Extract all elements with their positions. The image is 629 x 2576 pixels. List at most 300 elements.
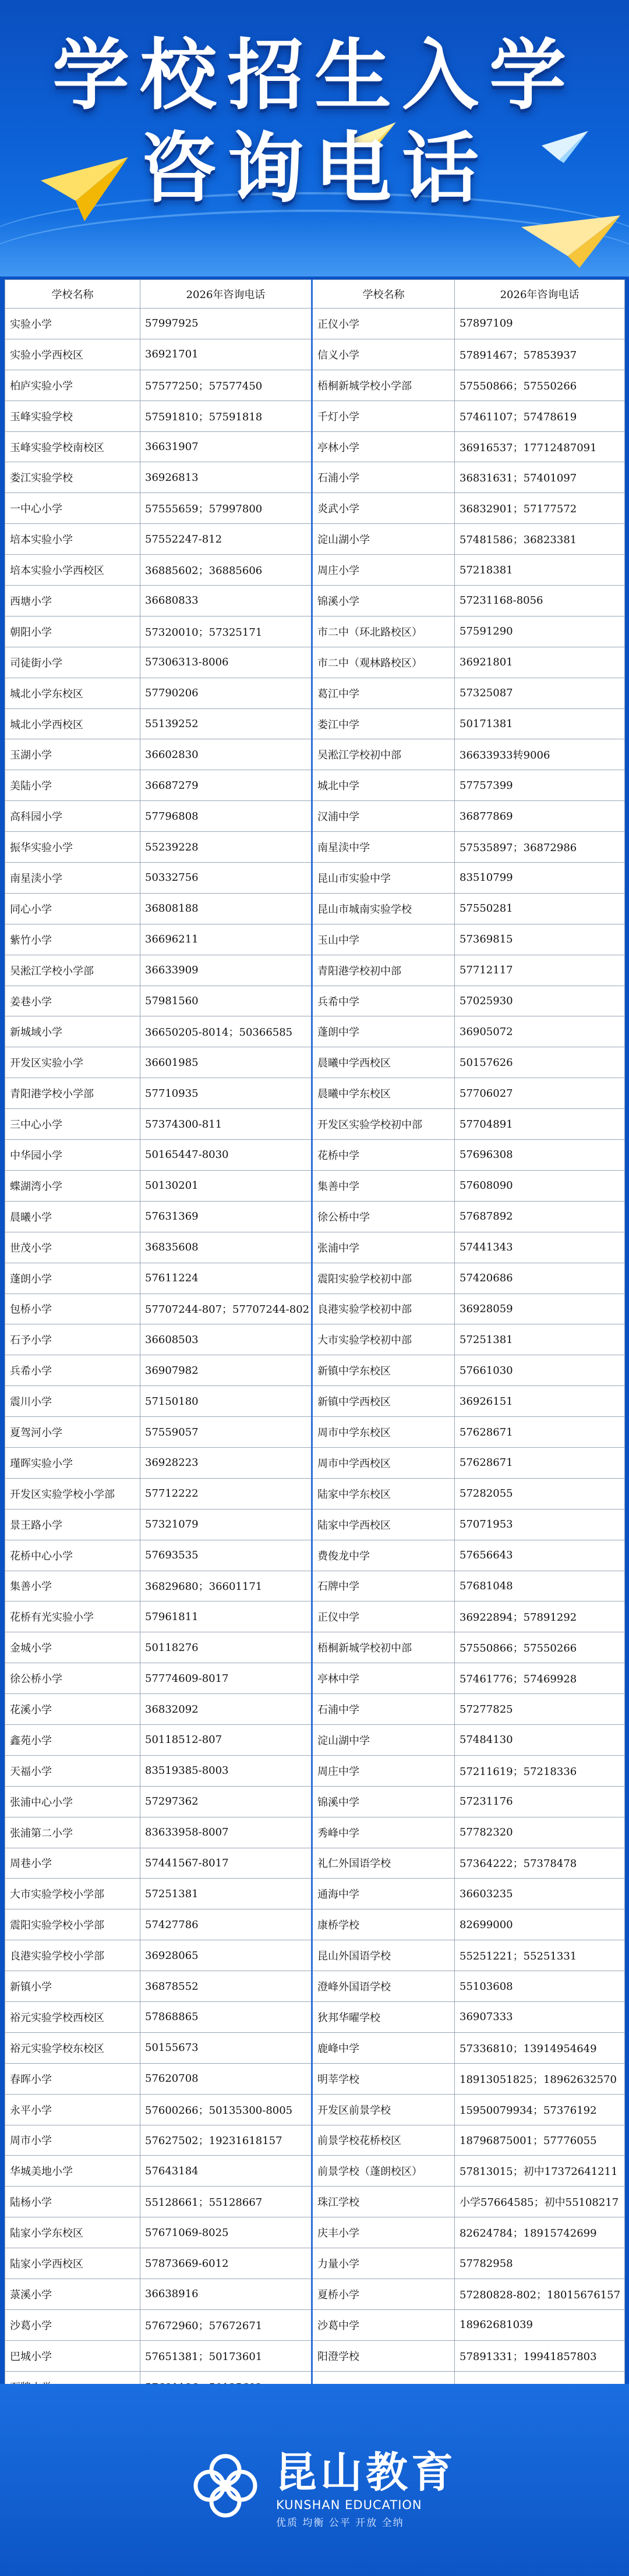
school-name-cell: 大市实验学校初中部	[312, 1324, 455, 1355]
table-row	[5, 431, 625, 462]
school-name-cell: 景王路小学	[5, 1509, 140, 1540]
school-name-cell: 紫竹小学	[5, 924, 140, 955]
school-name-cell: 梧桐新城学校小学部	[312, 370, 455, 401]
school-name-cell: 锦溪中学	[312, 1786, 455, 1817]
school-name-cell: 震川小学	[5, 1386, 140, 1417]
school-name-cell: 实验小学	[5, 309, 140, 339]
school-name-cell: 城北中学	[312, 770, 455, 801]
phone-cell: 57251381	[140, 1879, 312, 1909]
table-row	[5, 401, 625, 431]
school-name-cell: 鹿峰中学	[312, 2032, 455, 2063]
school-name-cell: 鑫苑小学	[5, 1724, 140, 1755]
school-name-cell: 庆丰小学	[312, 2217, 455, 2248]
school-name-cell: 汉浦中学	[312, 801, 455, 832]
table-row	[5, 1786, 625, 1817]
phone-cell: 57218381	[455, 555, 625, 586]
table-row	[5, 893, 625, 924]
phone-cell: 57813015；初中17372641211	[455, 2156, 625, 2187]
table-row	[5, 1355, 625, 1386]
school-name-cell: 青阳港学校小学部	[5, 1078, 140, 1109]
school-name-cell: 司徒街小学	[5, 647, 140, 678]
phone-cell: 57461107；57478619	[455, 401, 625, 431]
school-name-cell: 培本实验小学	[5, 524, 140, 555]
table-row	[5, 370, 625, 401]
school-name-cell: 城北小学西校区	[5, 708, 140, 739]
school-name-cell: 周市中学东校区	[312, 1417, 455, 1448]
school-name-cell: 徐公桥小学	[5, 1663, 140, 1694]
table-row	[5, 1263, 625, 1294]
school-name-cell: 锦溪小学	[312, 586, 455, 616]
table-row	[5, 1663, 625, 1694]
table-row	[5, 2187, 625, 2217]
phone-cell: 57336810；13914954649	[455, 2032, 625, 2063]
school-name-cell: 康桥学校	[312, 1909, 455, 1940]
phone-cell: 36687279	[140, 770, 312, 801]
phone-cell: 57897109	[455, 309, 625, 339]
phone-cell: 57651381；50173601	[140, 2340, 312, 2371]
phone-cell: 36835608	[140, 1232, 312, 1263]
school-name-cell: 兵希中学	[312, 986, 455, 1016]
phone-cell: 36928059	[455, 1294, 625, 1324]
phone-cell: 57364222；57378478	[455, 1848, 625, 1879]
school-name-cell: 兵希小学	[5, 1355, 140, 1386]
phone-cell: 18913051825；18962632570	[455, 2063, 625, 2094]
school-name-cell: 天福小学	[5, 1755, 140, 1786]
school-name-cell: 南星渎中学	[312, 832, 455, 863]
school-name-cell: 昆山市城南实验学校	[312, 893, 455, 924]
phone-cell: 57251381	[455, 1324, 625, 1355]
table-row	[5, 1571, 625, 1601]
table-row	[5, 2063, 625, 2094]
phone-cell: 57441343	[455, 1232, 625, 1263]
phone-cell: 57997925	[140, 309, 312, 339]
phone-cell: 57600266；50135300-8005	[140, 2094, 312, 2125]
phone-cell: 57550281	[455, 893, 625, 924]
school-name-cell: 亭林中学	[312, 1663, 455, 1694]
table-row	[5, 1509, 625, 1540]
table-row	[5, 586, 625, 616]
school-name-cell: 新镇中学西校区	[312, 1386, 455, 1417]
phone-cell: 57643184	[140, 2156, 312, 2187]
header-banner	[0, 0, 629, 277]
phone-cell: 57211619；57218336	[455, 1755, 625, 1786]
phone-cell: 57420686	[455, 1263, 625, 1294]
school-name-cell: 南星渎小学	[5, 863, 140, 894]
phone-cell: 50155673	[140, 2032, 312, 2063]
school-name-cell: 张浦第二小学	[5, 1817, 140, 1848]
school-name-cell: 裕元实验学校西校区	[5, 2001, 140, 2032]
phone-cell: 57710935	[140, 1078, 312, 1109]
school-name-cell: 震阳实验学校小学部	[5, 1909, 140, 1940]
school-name-cell: 春晖小学	[5, 2063, 140, 2094]
table-row	[5, 2156, 625, 2187]
school-name-cell: 沙葛中学	[312, 2309, 455, 2340]
school-name-cell: 市二中（环北路校区）	[312, 616, 455, 647]
phone-cell: 57891467；57853937	[455, 339, 625, 370]
school-name-cell: 三中心小学	[5, 1109, 140, 1140]
school-name-cell: 淀山湖小学	[312, 524, 455, 555]
table-row	[5, 2032, 625, 2063]
phone-cell: 15950079934；57376192	[455, 2094, 625, 2125]
school-name-cell: 陆家中学东校区	[312, 1478, 455, 1509]
school-name-cell: 信义小学	[312, 339, 455, 370]
school-name-cell: 费俊龙中学	[312, 1540, 455, 1571]
table-row	[5, 1817, 625, 1848]
phone-cell: 36808188	[140, 893, 312, 924]
school-name-cell: 昆山外国语学校	[312, 1940, 455, 1971]
school-name-cell: 开发区前景学校	[312, 2094, 455, 2125]
phone-cell: 57790206	[140, 678, 312, 708]
phone-cell: 57374300-811	[140, 1109, 312, 1140]
phone-cell: 57672960；57672671	[140, 2309, 312, 2340]
phone-cell: 57712117	[455, 955, 625, 986]
school-name-cell: 振华实验小学	[5, 832, 140, 863]
school-name-cell: 石牌中学	[312, 1571, 455, 1601]
phone-cell: 50171381	[455, 708, 625, 739]
column-header-school: 学校名称	[5, 280, 140, 309]
table-row	[5, 1324, 625, 1355]
phone-cell: 57320010；57325171	[140, 616, 312, 647]
school-name-cell: 开发区实验学校初中部	[312, 1109, 455, 1140]
table-row	[5, 493, 625, 524]
phone-cell: 57591290	[455, 616, 625, 647]
school-name-cell: 石予小学	[5, 1324, 140, 1355]
school-name-cell: 娄江实验学校	[5, 462, 140, 493]
school-name-cell: 巴城小学	[5, 2340, 140, 2371]
table-row	[5, 924, 625, 955]
phone-cell: 83519385-8003	[140, 1755, 312, 1786]
table-row	[5, 1879, 625, 1909]
school-name-cell: 花桥中心小学	[5, 1540, 140, 1571]
school-name-cell: 蓬朗中学	[312, 1016, 455, 1047]
school-name-cell: 花溪小学	[5, 1694, 140, 1725]
school-name-cell: 夏桥小学	[312, 2279, 455, 2310]
phone-cell: 82624784；18915742699	[455, 2217, 625, 2248]
school-name-cell: 包桥小学	[5, 1294, 140, 1324]
column-header-school: 学校名称	[312, 280, 455, 309]
school-name-cell: 正仪小学	[312, 309, 455, 339]
table-row	[5, 1232, 625, 1263]
table-row	[5, 616, 625, 647]
phone-cell: 57282055	[455, 1478, 625, 1509]
phone-cell: 57369815	[455, 924, 625, 955]
table-row	[5, 1140, 625, 1171]
school-name-cell: 周庄中学	[312, 1755, 455, 1786]
phone-cell: 55251221；55251331	[455, 1940, 625, 1971]
phone-cell: 57427786	[140, 1909, 312, 1940]
school-name-cell: 花桥有光实验小学	[5, 1601, 140, 1632]
phone-cell: 57231176	[455, 1786, 625, 1817]
school-name-cell: 晨曦中学东校区	[312, 1078, 455, 1109]
phone-cell: 57891331；19941857803	[455, 2340, 625, 2371]
phone-cell: 57231168-8056	[455, 586, 625, 616]
table-row	[5, 1848, 625, 1879]
phone-cell: 57627502；19231618157	[140, 2125, 312, 2156]
table-row	[5, 2340, 625, 2371]
phone-cell: 36650205-8014；50366585	[140, 1016, 312, 1047]
school-name-cell: 淀山湖中学	[312, 1724, 455, 1755]
school-name-cell: 城北小学东校区	[5, 678, 140, 708]
school-name-cell: 前景学校花桥校区	[312, 2125, 455, 2156]
phone-cell: 57325087	[455, 678, 625, 708]
school-name-cell: 高科园小学	[5, 801, 140, 832]
column-header-phone: 2026年咨询电话	[455, 280, 625, 309]
phone-cell: 57707244-807；57707244-802	[140, 1294, 312, 1324]
school-name-cell: 夏驾河小学	[5, 1417, 140, 1448]
phone-cell: 36928223	[140, 1447, 312, 1478]
table-row	[5, 339, 625, 370]
phone-cell: 36631907	[140, 431, 312, 462]
school-name-cell: 徐公桥中学	[312, 1201, 455, 1232]
table-row	[5, 2279, 625, 2310]
school-name-cell: 葛江中学	[312, 678, 455, 708]
school-name-cell: 永平小学	[5, 2094, 140, 2125]
school-name-cell: 力量小学	[312, 2248, 455, 2279]
school-name-cell: 吴淞江学校小学部	[5, 955, 140, 986]
school-name-cell: 美陆小学	[5, 770, 140, 801]
table-row	[5, 1294, 625, 1324]
school-name-cell: 集善小学	[5, 1571, 140, 1601]
phone-cell: 36831631；57401097	[455, 462, 625, 493]
phone-cell: 50332756	[140, 863, 312, 894]
phone-cell: 36878552	[140, 1971, 312, 2002]
table-row	[5, 801, 625, 832]
table-row	[5, 2125, 625, 2156]
phone-cell: 36907333	[455, 2001, 625, 2032]
table-row	[5, 1724, 625, 1755]
phone-cell: 55103608	[455, 1971, 625, 2002]
phone-cell: 57631369	[140, 1201, 312, 1232]
table-row	[5, 555, 625, 586]
phone-cell: 36877869	[455, 801, 625, 832]
phone-cell: 57550866；57550266	[455, 370, 625, 401]
phone-cell: 57628671	[455, 1417, 625, 1448]
table-row	[5, 1170, 625, 1201]
table-row	[5, 1201, 625, 1232]
phone-cell: 83633958-8007	[140, 1817, 312, 1848]
phone-cell: 57150180	[140, 1386, 312, 1417]
phone-cell: 57712222	[140, 1478, 312, 1509]
school-name-cell: 大市实验学校小学部	[5, 1879, 140, 1909]
school-name-cell: 同心小学	[5, 893, 140, 924]
school-name-cell: 亭林小学	[312, 431, 455, 462]
school-name-cell: 晨曦小学	[5, 1201, 140, 1232]
brand-slogan: 优质 均衡 公平 开放 全纳	[276, 2517, 404, 2529]
school-name-cell: 通海中学	[312, 1879, 455, 1909]
school-name-cell: 开发区实验学校小学部	[5, 1478, 140, 1509]
school-name-cell: 礼仁外国语学校	[312, 1848, 455, 1879]
school-name-cell: 昆山市实验中学	[312, 863, 455, 894]
table-row	[5, 1386, 625, 1417]
phone-cell: 57782320	[455, 1817, 625, 1848]
phone-cell: 57559057	[140, 1417, 312, 1448]
school-name-cell: 周巷小学	[5, 1848, 140, 1879]
school-name-cell: 周庄小学	[312, 555, 455, 586]
phone-cell: 50118276	[140, 1632, 312, 1663]
table-row	[5, 2001, 625, 2032]
school-name-cell: 明莘学校	[312, 2063, 455, 2094]
phone-cell: 36928065	[140, 1940, 312, 1971]
phone-cell: 36905072	[455, 1016, 625, 1047]
school-name-cell: 花桥中学	[312, 1140, 455, 1171]
phone-cell: 57782958	[455, 2248, 625, 2279]
table-row	[5, 1016, 625, 1047]
phone-cell: 50130201	[140, 1170, 312, 1201]
phone-cell: 57687892	[455, 1201, 625, 1232]
table-row	[5, 1755, 625, 1786]
phone-cell: 36832092	[140, 1694, 312, 1725]
phone-cell: 18962681039	[455, 2309, 625, 2340]
phone-cell: 36926813	[140, 462, 312, 493]
school-name-cell: 娄江中学	[312, 708, 455, 739]
phone-cell: 57280828-802；18015676157	[455, 2279, 625, 2310]
phone-cell: 57552247-812	[140, 524, 312, 555]
phone-cell: 小学57664585；初中55108217	[455, 2187, 625, 2217]
phone-cell: 57461776；57469928	[455, 1663, 625, 1694]
page-title-line1: 学校招生入学	[52, 31, 577, 121]
phone-cell: 57608090	[455, 1170, 625, 1201]
paper-plane-icon	[521, 215, 620, 268]
table-row	[5, 1601, 625, 1632]
phone-cell: 57550866；57550266	[455, 1632, 625, 1663]
school-name-cell: 新镇中学东校区	[312, 1355, 455, 1386]
table-row	[5, 1971, 625, 2002]
phone-cell: 36922894；57891292	[455, 1601, 625, 1632]
phone-cell: 57656643	[455, 1540, 625, 1571]
table-row	[5, 1540, 625, 1571]
phone-cell: 57071953	[455, 1509, 625, 1540]
phone-cell: 36603235	[455, 1879, 625, 1909]
footer	[0, 2384, 629, 2576]
school-name-cell: 千灯小学	[312, 401, 455, 431]
table-row	[5, 986, 625, 1016]
phone-cell: 57620708	[140, 2063, 312, 2094]
school-name-cell: 柏庐实验小学	[5, 370, 140, 401]
school-name-cell: 新镇小学	[5, 1971, 140, 2002]
phone-cell: 18796875001；57776055	[455, 2125, 625, 2156]
phone-cell: 57484130	[455, 1724, 625, 1755]
page-title-line2: 咨询电话	[140, 124, 489, 214]
school-name-cell: 澄峰外国语学校	[312, 1971, 455, 2002]
school-name-cell: 玉峰实验学校	[5, 401, 140, 431]
phone-cell: 57796808	[140, 801, 312, 832]
phone-cell: 83510799	[455, 863, 625, 894]
phone-cell: 57661030	[455, 1355, 625, 1386]
table-row	[5, 770, 625, 801]
table-row	[5, 1478, 625, 1509]
school-name-cell: 震阳实验学校初中部	[312, 1263, 455, 1294]
phone-cell: 55139252	[140, 708, 312, 739]
table-row	[5, 678, 625, 708]
kunshan-education-logo-icon	[188, 2448, 263, 2524]
table-row	[5, 2309, 625, 2340]
phone-cell: 57868865	[140, 2001, 312, 2032]
school-name-cell: 裕元实验学校东校区	[5, 2032, 140, 2063]
phone-cell: 57025930	[455, 986, 625, 1016]
school-name-cell: 周市中学西校区	[312, 1447, 455, 1478]
table-row	[5, 524, 625, 555]
table-row	[5, 1694, 625, 1725]
phone-cell: 36633933转9006	[455, 739, 625, 770]
phone-cell: 36608503	[140, 1324, 312, 1355]
phone-cell: 36885602；36885606	[140, 555, 312, 586]
phone-cell: 57696308	[455, 1140, 625, 1171]
phone-cell: 57873669-6012	[140, 2248, 312, 2279]
school-name-cell: 朝阳小学	[5, 616, 140, 647]
table-row	[5, 647, 625, 678]
school-name-cell: 中华园小学	[5, 1140, 140, 1171]
phone-cell: 36926151	[455, 1386, 625, 1417]
brand-english-name: KUNSHAN EDUCATION	[276, 2498, 422, 2512]
phone-cell: 57981560	[140, 986, 312, 1016]
school-name-cell: 张浦中学	[312, 1232, 455, 1263]
phone-cell: 57693535	[140, 1540, 312, 1571]
school-name-cell: 晨曦中学西校区	[312, 1047, 455, 1078]
school-name-cell: 沙葛小学	[5, 2309, 140, 2340]
school-name-cell: 青阳港学校初中部	[312, 955, 455, 986]
school-name-cell: 玉峰实验学校南校区	[5, 431, 140, 462]
table-row	[5, 309, 625, 339]
phone-cell: 36916537；17712487091	[455, 431, 625, 462]
table-row	[5, 708, 625, 739]
brand-name: 昆山教育	[275, 2447, 457, 2497]
phone-cell: 57535897；36872986	[455, 832, 625, 863]
table-row	[5, 2217, 625, 2248]
school-name-cell: 珠江学校	[312, 2187, 455, 2217]
phone-cell: 57481586；36823381	[455, 524, 625, 555]
phone-cell: 36907982	[140, 1355, 312, 1386]
school-name-cell: 石浦中学	[312, 1694, 455, 1725]
table-row	[5, 739, 625, 770]
school-name-cell: 陆家小学西校区	[5, 2248, 140, 2279]
phone-cell: 57961811	[140, 1601, 312, 1632]
school-name-cell: 良港实验学校初中部	[312, 1294, 455, 1324]
school-name-cell: 新城域小学	[5, 1016, 140, 1047]
school-name-cell: 陆家小学东校区	[5, 2217, 140, 2248]
phone-cell: 50118512-807	[140, 1724, 312, 1755]
school-name-cell: 狄邦华曜学校	[312, 2001, 455, 2032]
school-name-cell: 菉溪小学	[5, 2279, 140, 2310]
phone-cell: 57628671	[455, 1447, 625, 1478]
phone-cell: 57671069-8025	[140, 2217, 312, 2248]
phone-cell: 36602830	[140, 739, 312, 770]
phone-cell: 57681048	[455, 1571, 625, 1601]
table-row	[5, 1417, 625, 1448]
table-row	[5, 1909, 625, 1940]
phone-cell: 36921701	[140, 339, 312, 370]
table-row	[5, 1447, 625, 1478]
school-name-cell: 吴淞江学校初中部	[312, 739, 455, 770]
school-name-cell: 蝶湖湾小学	[5, 1170, 140, 1201]
phone-cell: 57706027	[455, 1078, 625, 1109]
school-name-cell: 实验小学西校区	[5, 339, 140, 370]
table-row	[5, 2094, 625, 2125]
school-name-cell: 玉湖小学	[5, 739, 140, 770]
phone-cell: 36832901；57177572	[455, 493, 625, 524]
school-name-cell: 集善中学	[312, 1170, 455, 1201]
phone-cell: 57757399	[455, 770, 625, 801]
phone-cell: 57277825	[455, 1694, 625, 1725]
phone-cell: 57297362	[140, 1786, 312, 1817]
column-header-phone: 2026年咨询电话	[140, 280, 312, 309]
school-name-cell: 瑾晖实验小学	[5, 1447, 140, 1478]
table-row	[5, 2248, 625, 2279]
phone-cell: 50157626	[455, 1047, 625, 1078]
table-row	[5, 832, 625, 863]
table-row	[5, 1047, 625, 1078]
school-name-cell: 阳澄学校	[312, 2340, 455, 2371]
school-name-cell: 周市小学	[5, 2125, 140, 2156]
